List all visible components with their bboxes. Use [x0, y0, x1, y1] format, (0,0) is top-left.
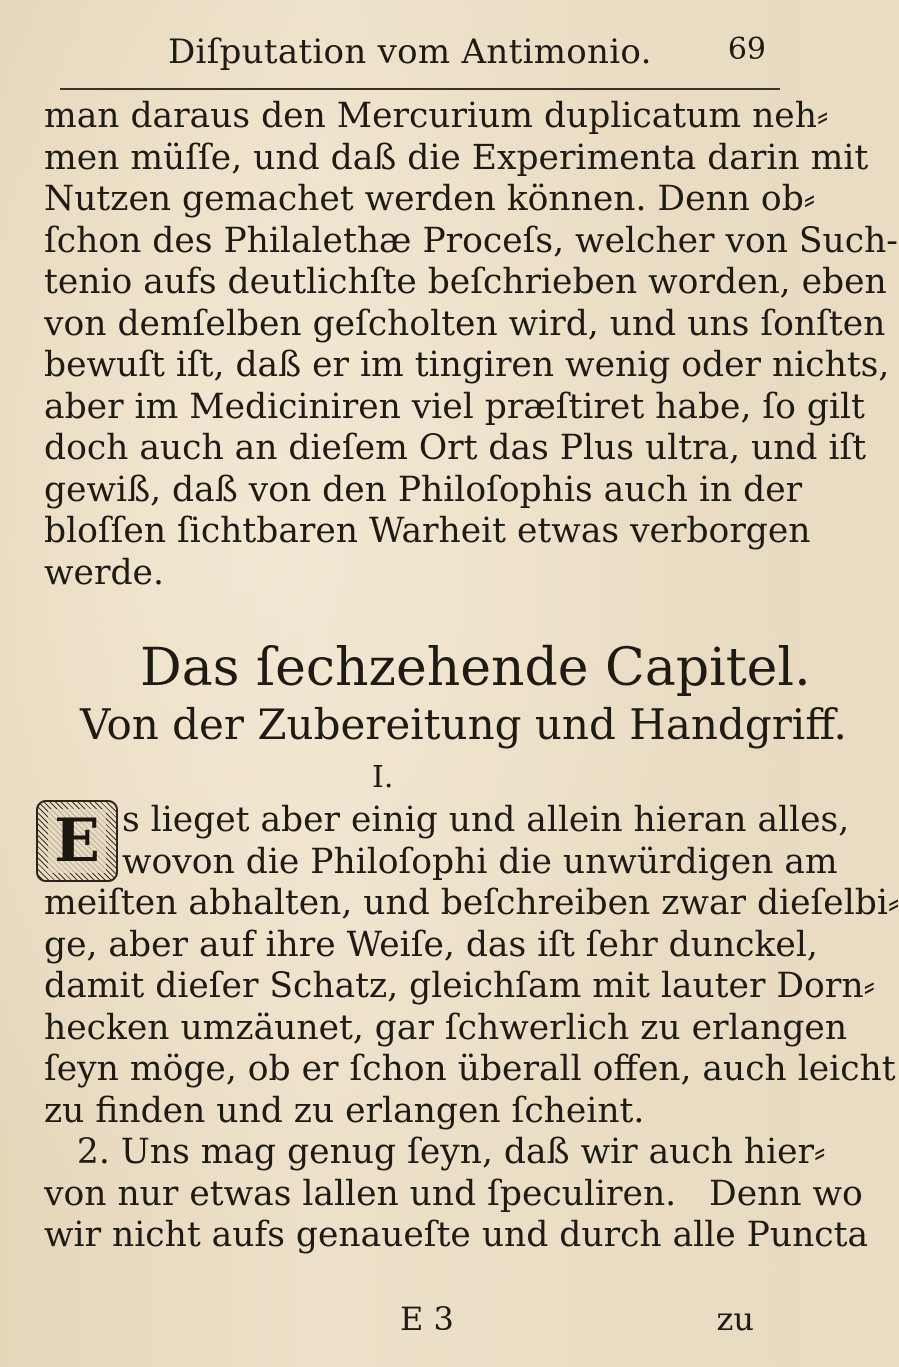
text-line: von nur etwas lallen und ſpeculiren. Denn wo [44, 1173, 863, 1214]
paragraph-1 [44, 96, 898, 594]
text-line: ſchon des Philalethæ Proceſs, welcher von Such- [44, 220, 898, 261]
text-line: damit dieſer Schatz, gleichſam mit lauter Dorn⸗ [44, 966, 876, 1006]
header-rule [60, 88, 780, 90]
text-line: bloſſen ſichtbaren Warheit etwas verborgen [44, 511, 811, 551]
text-line: von demſelben geſcholten wird, und uns ſonſten [44, 303, 886, 344]
text-line: s lieget aber einig und allein hieran alles, [122, 800, 850, 840]
drop-cap-initial [36, 800, 118, 882]
text-line: Nutzen gemachet werden können. Denn ob⸗ [44, 179, 816, 219]
dropcap-block [44, 800, 850, 883]
page-number: 69 [727, 32, 766, 67]
text-line: zu finden und zu erlangen ſcheint. [44, 1090, 645, 1131]
text-line: ge, aber auf ihre Weiſe, das iſt ſehr dunckel, [44, 924, 818, 965]
drop-cap-letter: E [48, 809, 106, 873]
text-line: werde. [44, 552, 164, 593]
section-number: I. [372, 760, 394, 795]
text-line: gewiß, daß von den Philoſophis auch in der [44, 469, 803, 510]
text-line: men müſſe, und daß die Experimenta darin mit [44, 137, 869, 178]
catchword: zu [716, 1300, 754, 1338]
text-line: hecken umzäunet, gar ſchwerlich zu erlangen [44, 1007, 848, 1048]
text-line: 2. Uns mag genug ſeyn, daß wir auch hier⸗ [44, 1132, 826, 1172]
text-line: bewuſt iſt, daß er im tingiren wenig oder nichts, [44, 345, 890, 385]
paragraph-2 [44, 800, 899, 1257]
running-title: Diſputation vom Antimonio. [168, 32, 652, 72]
chapter-title: Das ſechzehende Capitel. [140, 638, 811, 698]
text-line: aber im Mediciniren viel præſtiret habe, ſo gilt [44, 386, 865, 427]
text-line: ſeyn möge, ob er ſchon überall offen, auch leicht [44, 1049, 896, 1089]
chapter-subtitle: Von der Zubereitung und Handgriff. [80, 700, 847, 749]
running-head [60, 26, 780, 76]
text-line: wir nicht aufs genaueſte und durch alle Puncta [44, 1215, 869, 1255]
signature-mark: E 3 [400, 1300, 454, 1338]
text-line: doch auch an dieſem Ort das Plus ultra, und iſt [44, 428, 867, 468]
text-line: man daraus den Mercurium duplicatum neh⸗ [44, 96, 829, 136]
text-line: tenio aufs deutlichſte beſchrieben worden, eben [44, 262, 887, 302]
page-footer [44, 1300, 774, 1344]
text-line: meiſten abhalten, und beſchreiben zwar dieſelbi⸗ [44, 883, 899, 923]
text-line: wovon die Philoſophi die unwürdigen am [122, 841, 838, 882]
